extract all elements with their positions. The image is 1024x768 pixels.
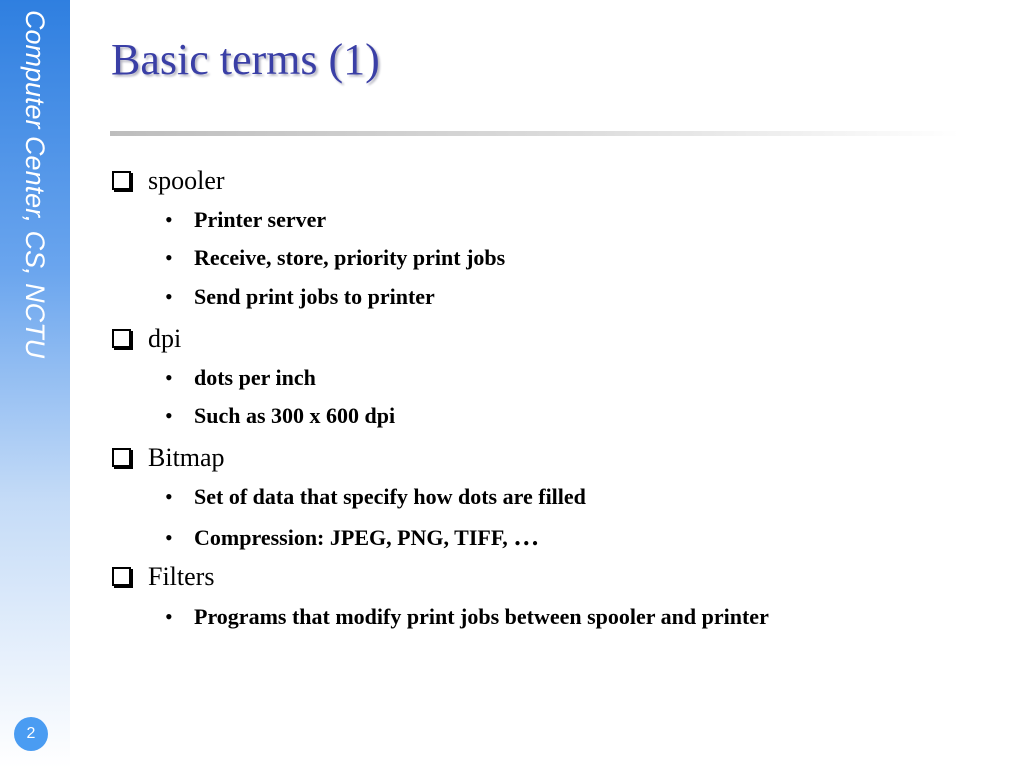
checkbox-icon: [112, 329, 131, 348]
list-item-text: Set of data that specify how dots are filled: [194, 484, 586, 509]
checkbox-icon: [112, 567, 131, 586]
list-item-text: Such as 300 x 600 dpi: [194, 403, 396, 428]
list-item-text: Send print jobs to printer: [194, 284, 435, 309]
slide-title: Basic terms (1): [111, 35, 380, 84]
section-heading-text: Filters: [148, 562, 215, 591]
section-heading-dpi: [112, 324, 181, 354]
list-item: [165, 207, 326, 233]
list-item-text: Compression: JPEG, PNG, TIFF,: [194, 525, 508, 550]
checkbox-icon: [112, 171, 131, 190]
list-item: [165, 284, 435, 310]
list-item: [165, 604, 769, 630]
section-heading-text: spooler: [148, 166, 225, 195]
page-number-badge: 2: [14, 717, 48, 751]
dot-bullet-icon: •: [165, 207, 173, 232]
section-heading-text: dpi: [148, 324, 182, 353]
dot-bullet-icon: •: [165, 604, 173, 629]
section-heading-spooler: [112, 166, 225, 196]
section-heading-bitmap: [112, 443, 225, 473]
list-item: [165, 245, 505, 271]
list-item: [165, 484, 586, 510]
ellipsis: …: [513, 522, 540, 551]
dot-bullet-icon: •: [165, 403, 173, 428]
dot-bullet-icon: •: [165, 484, 173, 509]
list-item-text: Programs that modify print jobs between spooler and printer: [194, 604, 769, 629]
dot-bullet-icon: •: [165, 284, 173, 309]
section-heading-filters: [112, 562, 214, 592]
list-item-text: dots per inch: [194, 365, 316, 390]
list-item-text: Receive, store, priority print jobs: [194, 245, 506, 270]
dot-bullet-icon: •: [165, 245, 173, 270]
sidebar-label: Computer Center, CS, NCTU: [20, 10, 50, 359]
dot-bullet-icon: •: [165, 365, 173, 390]
section-heading-text: Bitmap: [148, 443, 225, 472]
list-item: [165, 365, 316, 391]
list-item: [165, 403, 395, 429]
list-item: [165, 522, 539, 552]
list-item-text: Printer server: [194, 207, 327, 232]
checkbox-icon: [112, 448, 131, 467]
dot-bullet-icon: •: [165, 525, 173, 550]
